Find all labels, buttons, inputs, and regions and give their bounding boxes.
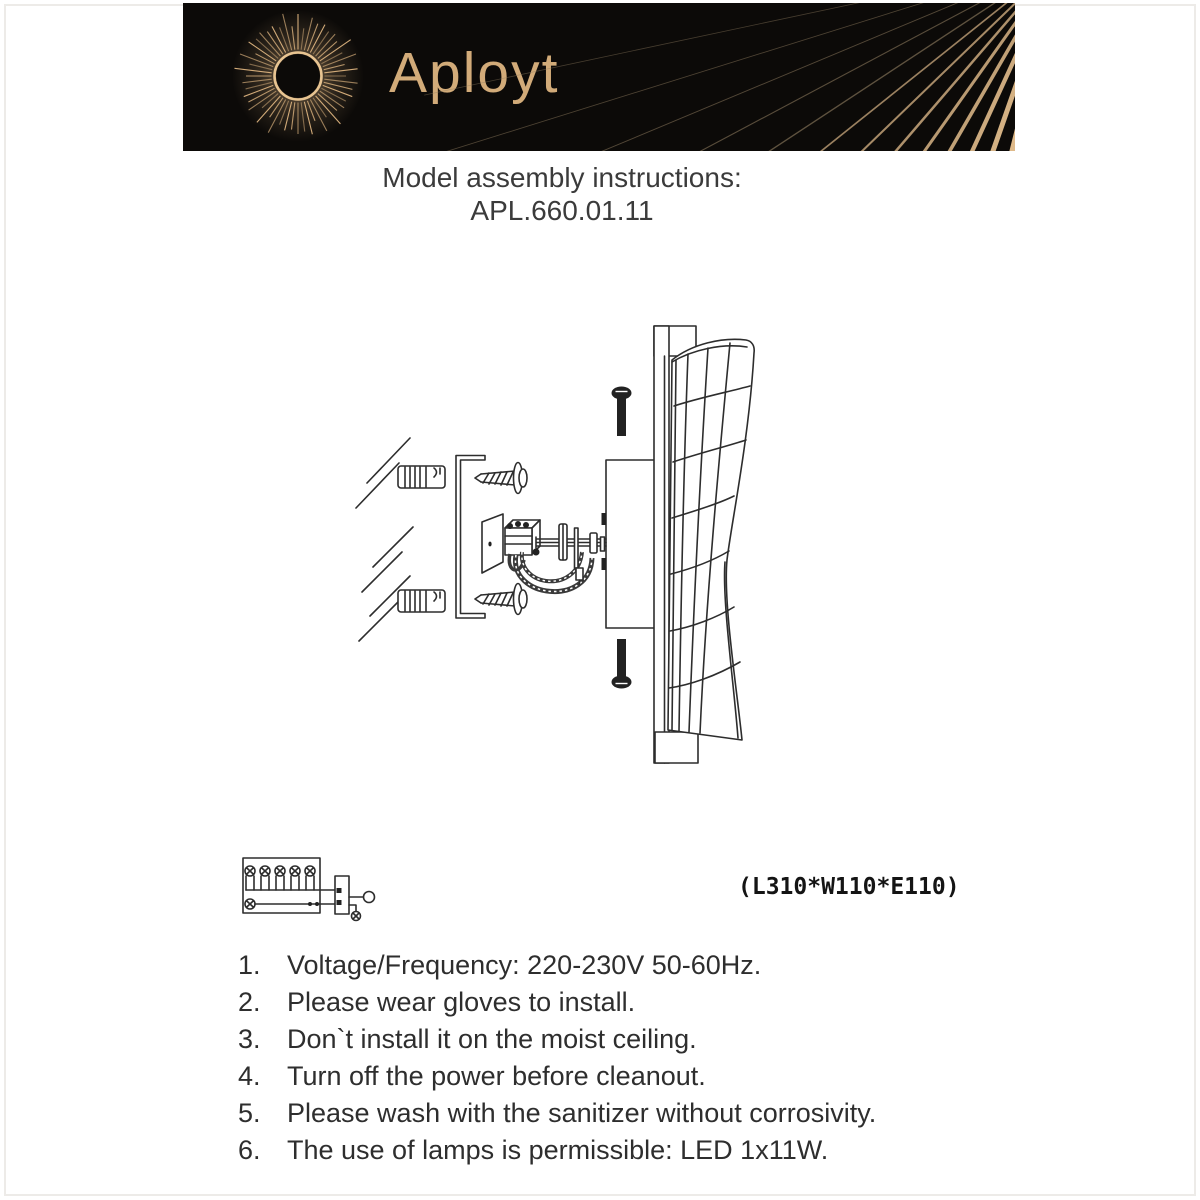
rays-decoration-icon	[183, 3, 1015, 151]
assembly-diagram	[350, 300, 770, 770]
instruction-item	[238, 1061, 1018, 1098]
instruction-number: 2.	[238, 987, 261, 1017]
brand-name: Aployt	[389, 41, 560, 106]
instruction-item	[238, 1135, 1018, 1172]
instruction-text: The use of lamps is permissible: LED 1x11W.	[287, 1135, 829, 1165]
mounting-backplate	[602, 460, 656, 628]
instruction-item	[238, 1024, 1018, 1061]
instruction-number: 3.	[238, 1024, 261, 1054]
model-number: APL.660.01.11	[470, 195, 654, 226]
title-block	[185, 161, 939, 227]
wiring-diagram	[235, 852, 385, 932]
screw-top	[475, 463, 527, 494]
screw-bottom	[475, 584, 527, 615]
instruction-item	[238, 987, 1018, 1024]
wall-anchor-bottom	[398, 590, 445, 612]
bolt-top	[612, 387, 632, 437]
instruction-item	[238, 950, 1018, 987]
instruction-number: 4.	[238, 1061, 261, 1091]
instruction-list	[238, 950, 1018, 1172]
page-title: Model assembly instructions:	[382, 162, 742, 193]
instruction-number: 1.	[238, 950, 261, 980]
instruction-text: Turn off the power before cleanout.	[287, 1061, 706, 1091]
instruction-item	[238, 1098, 1018, 1135]
instruction-number: 6.	[238, 1135, 261, 1165]
dimensions-label: (L310*W110*E110)	[738, 874, 960, 900]
instruction-number: 5.	[238, 1098, 261, 1128]
wall-plate	[482, 514, 503, 573]
mounting-bracket	[456, 456, 485, 619]
instruction-text: Please wash with the sanitizer without corrosivity.	[287, 1098, 877, 1128]
instruction-text: Don`t install it on the moist ceiling.	[287, 1024, 697, 1054]
fan-rays	[424, 3, 1015, 151]
wiring-lines	[243, 858, 375, 921]
instruction-text: Voltage/Frequency: 220-230V 50-60Hz.	[287, 950, 762, 980]
junction-box	[505, 520, 540, 556]
wall-anchor-top	[398, 466, 445, 488]
brand-header	[183, 3, 1015, 151]
lamp-shade	[668, 339, 754, 740]
instruction-text: Please wear gloves to install.	[287, 987, 636, 1017]
bolt-bottom	[612, 639, 632, 689]
